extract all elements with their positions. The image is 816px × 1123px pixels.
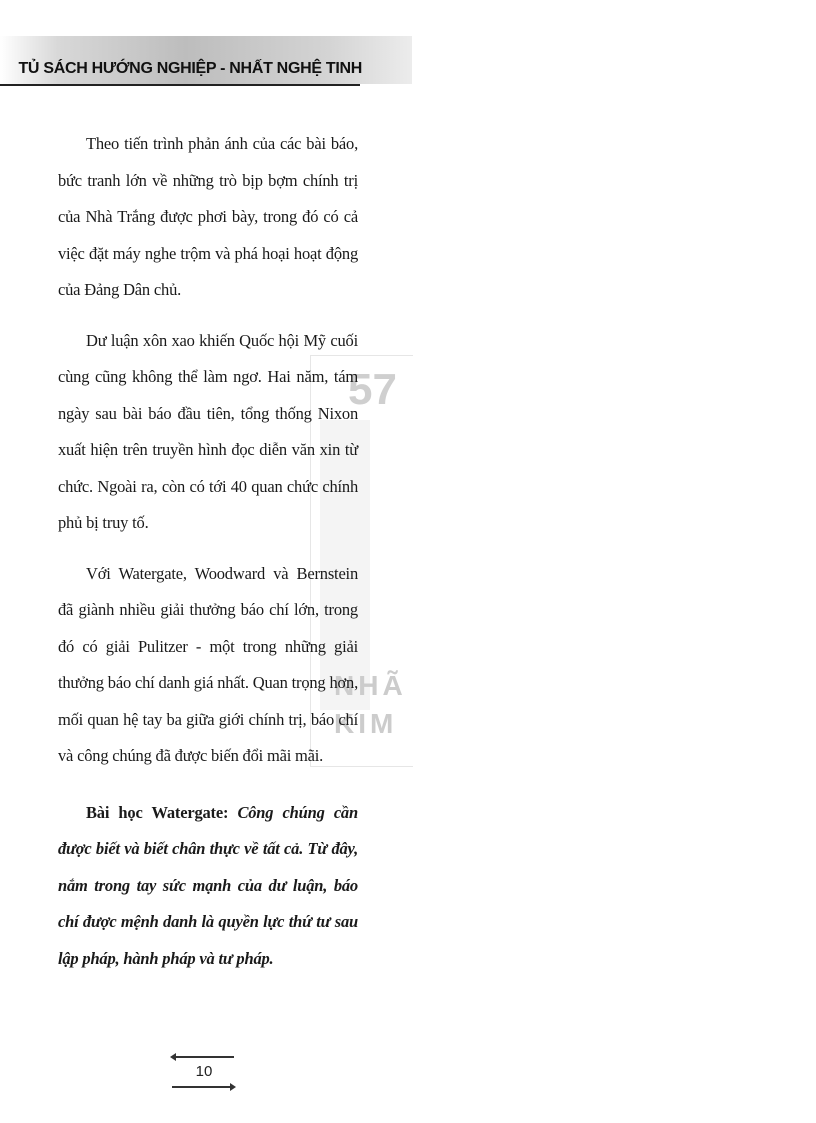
- watermark-word-1: NHÃ: [334, 670, 407, 701]
- watermark-word-2: KIM: [334, 708, 398, 739]
- arrow-right-icon: [172, 1086, 234, 1088]
- page-footer: [168, 1052, 240, 1096]
- lesson-paragraph: [58, 795, 358, 978]
- arrow-left-icon: [172, 1056, 234, 1058]
- paragraph: Theo tiến trình phản ánh của các bài báo, bức tranh lớn về những trò bịp bợm chính trị của Nhà Trắng được phơi bày, trong đó có cả việc đặt máy nghe trộm và phá hoại hoạt động của Đảng Dân chủ.: [58, 134, 358, 299]
- paragraph: Dư luận xôn xao khiến Quốc hội Mỹ cuối cùng cũng không thể làm ngơ. Hai năm, tám ngày sau bài báo đầu tiên, tổng thống Nixon xuất hiện trên truyền hình đọc diễn văn xin từ chức. Ngoài ra, còn có tới 40 quan chức chính phủ bị truy tố.: [58, 330, 358, 532]
- header-divider: [0, 84, 360, 86]
- series-title: TỦ SÁCH HƯỚNG NGHIỆP - NHẤT NGHỆ TINH: [18, 60, 362, 77]
- paragraph: Với Watergate, Woodward và Bernstein đã giành nhiều giải thưởng báo chí lớn, trong đó có giải Pulitzer - một trong những giải thưởng báo chí danh giá nhất. Quan trọng hơn, mối quan hệ tay ba giữa giới chính trị, báo chí và công chúng đã được biến đổi mãi mãi.: [58, 563, 358, 765]
- watermark-number: 57: [348, 365, 397, 414]
- body-text: [58, 126, 358, 991]
- lesson-text: Công chúng cần được biết và biết chân thực về tất cả. Từ đây, nắm trong tay sức mạnh của dư luận, báo chí được mệnh danh là quyền lực thứ tư sau lập pháp, hành pháp và tư pháp.: [58, 802, 358, 968]
- header-band: [0, 36, 412, 84]
- page-number: 10: [195, 1063, 213, 1080]
- lesson-lead: Bài học Watergate:: [86, 802, 229, 822]
